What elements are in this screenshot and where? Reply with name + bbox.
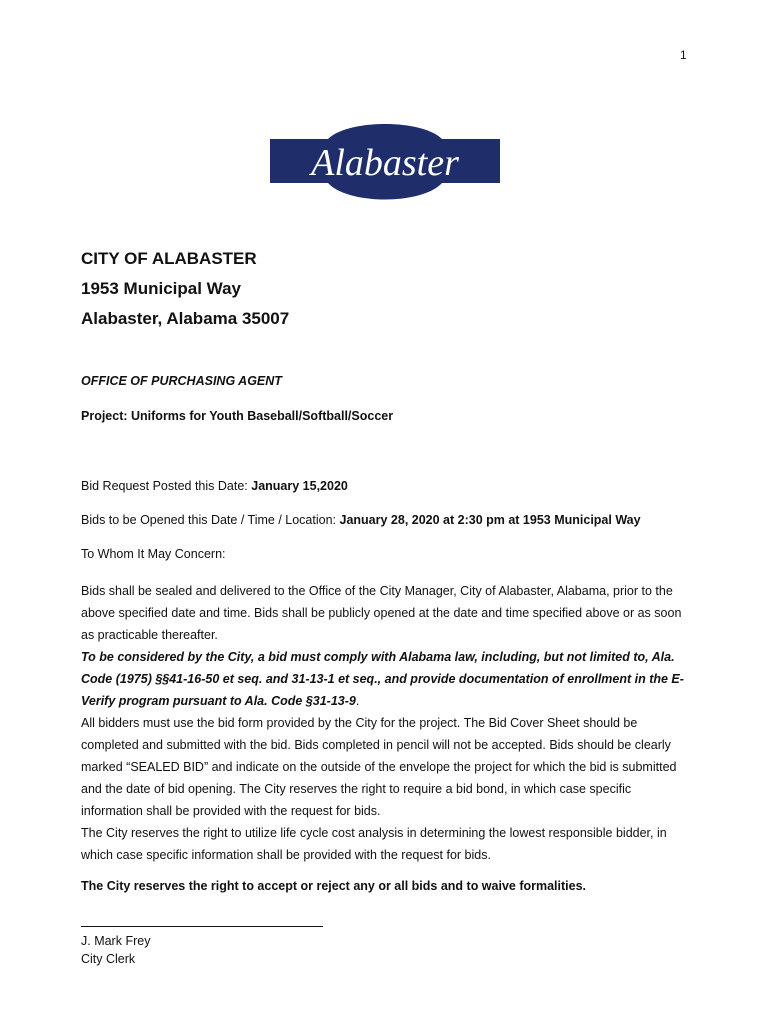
paragraph-compliance bbox=[81, 646, 691, 712]
bid-instructions bbox=[81, 580, 691, 866]
signature-block bbox=[81, 932, 150, 968]
project-title: Project: Uniforms for Youth Baseball/Softball/Soccer bbox=[81, 409, 394, 423]
signer-name: J. Mark Frey bbox=[81, 934, 151, 948]
bid-posted-row bbox=[81, 479, 348, 493]
compliance-period: . bbox=[355, 694, 360, 708]
office-title: OFFICE OF PURCHASING AGENT bbox=[81, 374, 282, 388]
city-name: CITY OF ALABASTER bbox=[81, 249, 257, 268]
logo-wordmark: Alabaster bbox=[311, 142, 459, 184]
reserve-rights-statement: The City reserves the right to accept or reject any or all bids and to waive formalities. bbox=[81, 879, 587, 893]
bid-posted-label: Bid Request Posted this Date: bbox=[81, 479, 248, 493]
compliance-text: To be considered by the City, a bid must comply with Alabama law, including, but not limited to, Ala. Code (1975) §§41-16-50 et seq. and 31-13-1 et seq., and provide documentation of enrollment in the E-Verify program pursuant to Ala. Code §31-13-9 bbox=[81, 650, 684, 708]
street-address: 1953 Municipal Way bbox=[81, 279, 241, 298]
city-logo bbox=[270, 117, 500, 213]
bid-opening-row bbox=[81, 513, 641, 527]
page-number: 1 bbox=[680, 48, 687, 62]
city-state-zip: Alabaster, Alabama 35007 bbox=[81, 309, 290, 328]
bid-posted-date: January 15,2020 bbox=[251, 479, 348, 493]
paragraph-life-cycle: The City reserves the right to utilize life cycle cost analysis in determining the lowest responsible bidder, in which case specific information shall be provided with the request for bids. bbox=[81, 826, 667, 862]
paragraph-sealed-bids: Bids shall be sealed and delivered to the Office of the City Manager, City of Alabaster, Alabama, prior to the above specified date and time. Bids shall be publicly opened at the date and time specified above or as soon as practicable thereafter. bbox=[81, 584, 682, 642]
signer-title: City Clerk bbox=[81, 952, 136, 966]
address-header bbox=[81, 244, 289, 334]
paragraph-bid-form: All bidders must use the bid form provided by the City for the project. The Bid Cover Sheet should be completed and submitted with the bid. Bids completed in pencil will not be accepted. Bids should be clearly marked “SEALED BID” and indicate on the outside of the envelope the project for which the bid is submitted and the date of bid opening. The City reserves the right to require a bid bond, in which case specific information shall be provided with the request for bids. bbox=[81, 716, 677, 818]
bid-opening-label: Bids to be Opened this Date / Time / Location: bbox=[81, 513, 337, 527]
bid-opening-value: January 28, 2020 at 2:30 pm at 1953 Municipal Way bbox=[339, 513, 641, 527]
alabaster-logo-graphic bbox=[270, 117, 500, 213]
signature-line bbox=[81, 926, 323, 927]
greeting: To Whom It May Concern: bbox=[81, 547, 226, 561]
